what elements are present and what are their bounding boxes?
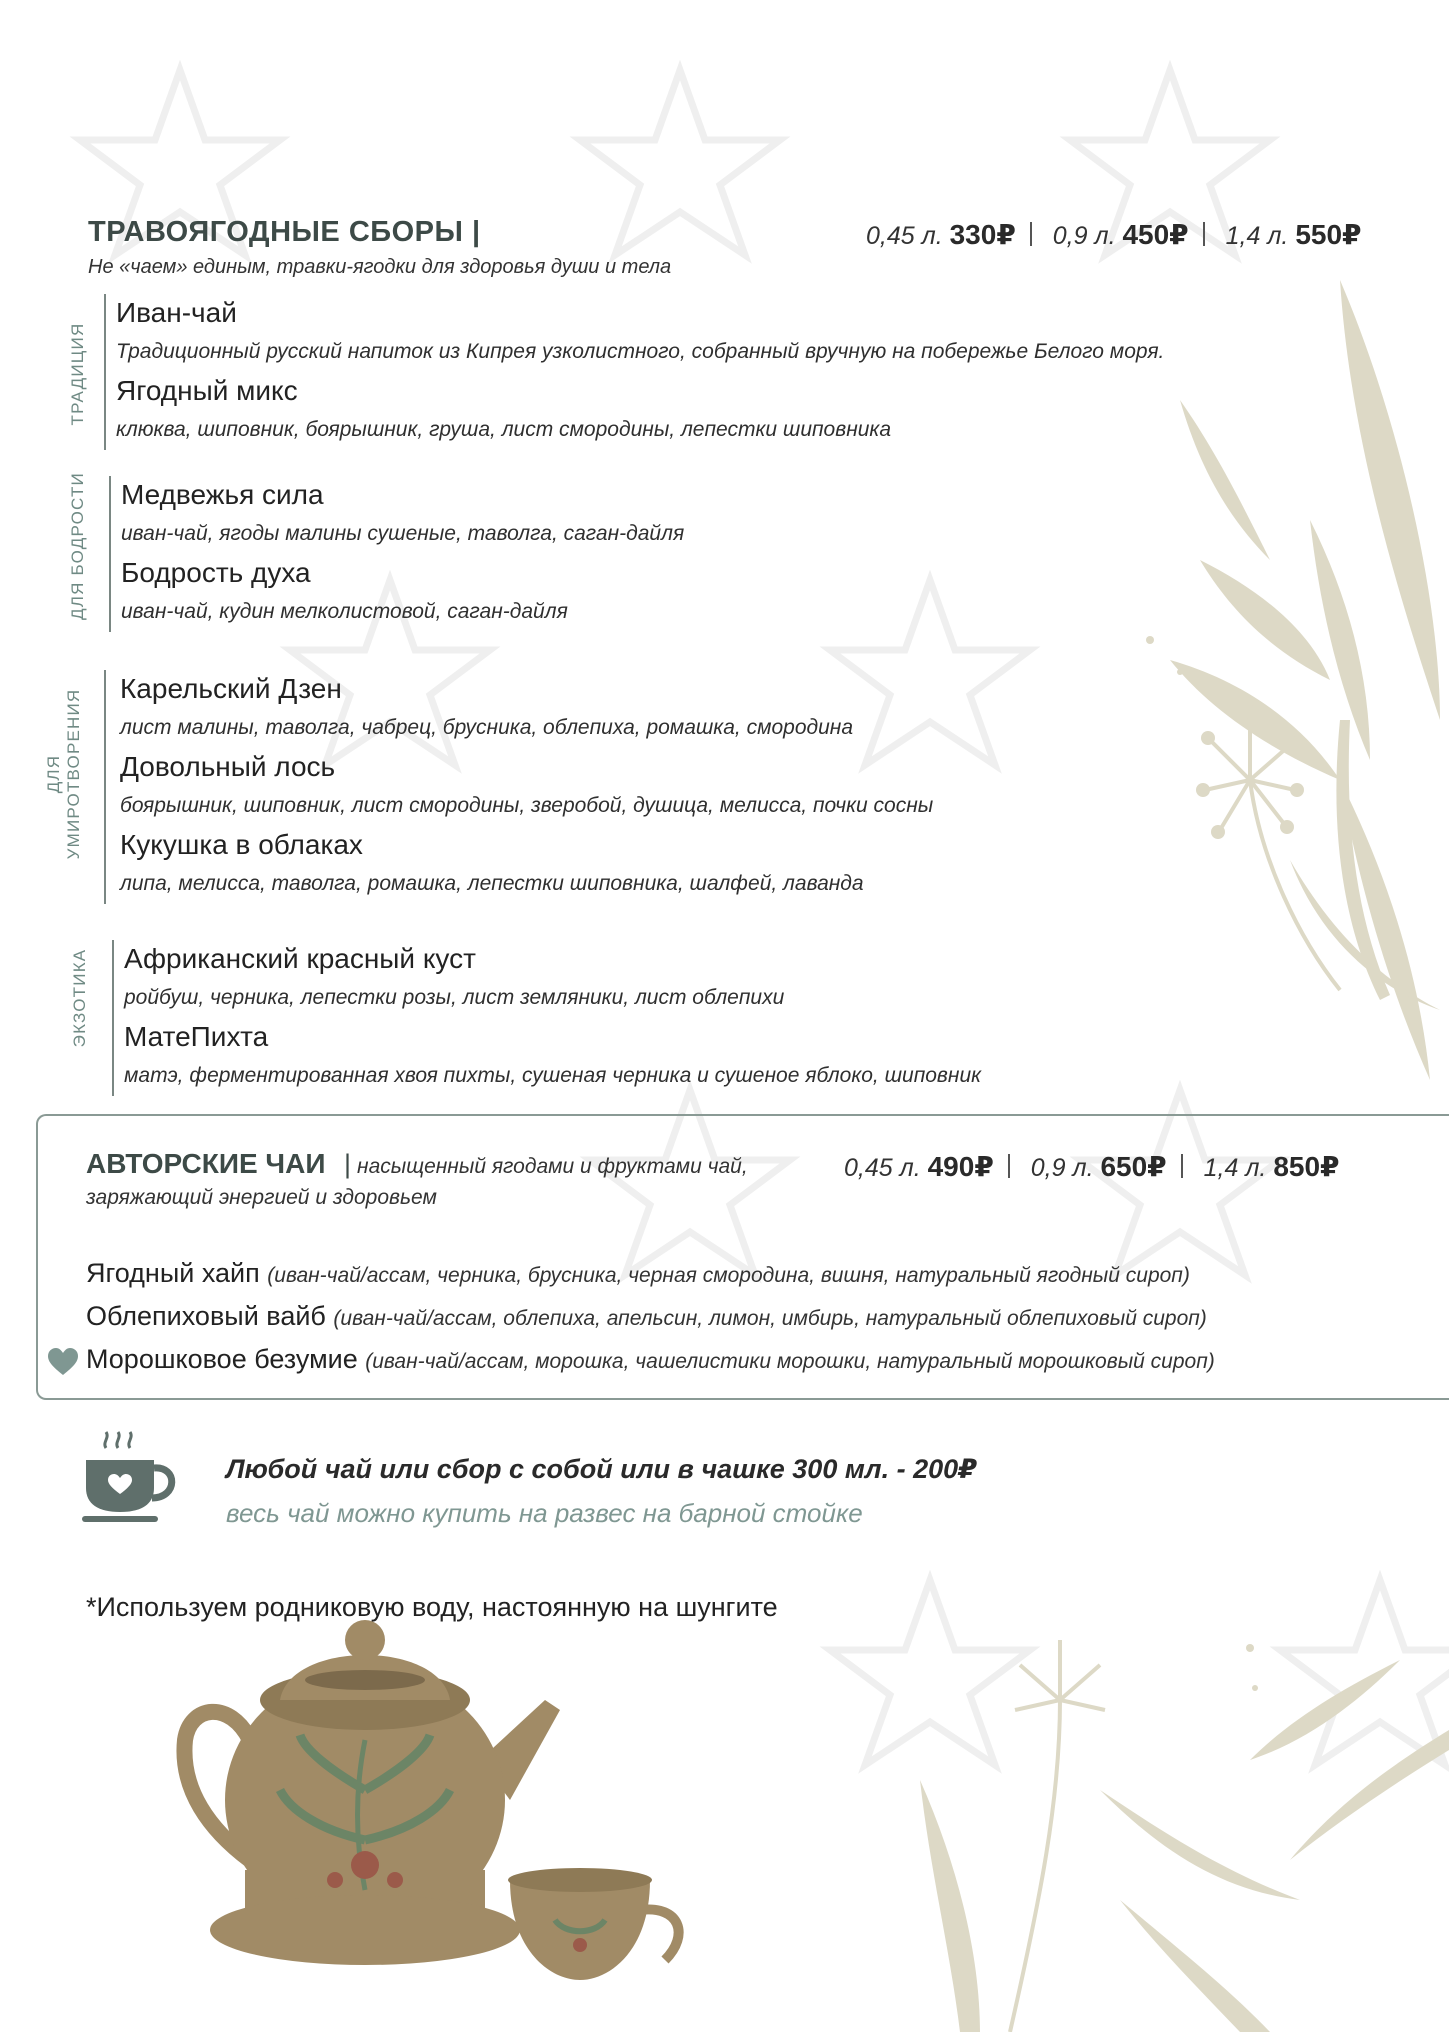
- price-value: 550₽: [1295, 219, 1362, 250]
- price-value: 650₽: [1100, 1151, 1167, 1182]
- group-calm: [104, 670, 933, 904]
- leaf-branch-top-right: [1170, 280, 1440, 1080]
- price-volume: 0,45 л.: [866, 222, 943, 250]
- menu-item-desc: лист малины, таволга, чабрец, брусника, облепиха, ромашка, смородина: [120, 716, 854, 739]
- leaf-branch-bottom-right: [920, 1660, 1449, 2032]
- flower-bottom-icon: [1010, 1640, 1105, 2032]
- group-exotic: [112, 940, 981, 1096]
- author-item-favorite: [86, 1344, 1215, 1375]
- divider: [1203, 222, 1205, 246]
- menu-item-name: Африканский красный куст: [124, 943, 476, 974]
- teapot-illustration: [184, 1620, 560, 1965]
- author-item-desc: (иван-чай/ассам, облепиха, апельсин, лимон, имбирь, натуральный облепиховый сироп): [333, 1307, 1207, 1330]
- herbal-section-subtitle: Не «чаем» единым, травки-ягодки для здоровья души и тела: [88, 256, 672, 278]
- menu-item-desc: боярышник, шиповник, лист смородины, зверобой, душица, мелисса, почки сосны: [120, 794, 934, 817]
- promo-title: Любой чай или сбор с собой или в чашке 300 мл. - 200₽: [226, 1454, 977, 1484]
- author-prices: [844, 1150, 1340, 1183]
- menu-item-name: Кукушка в облаках: [120, 829, 363, 860]
- menu-item-desc: иван-чай, ягоды малины сушеные, таволга, саган-дайля: [121, 522, 685, 545]
- menu-item-desc: иван-чай, кудин мелколистовой, саган-дайля: [121, 600, 568, 623]
- author-item-desc: (иван-чай/ассам, морошка, чашелистики морошки, натуральный морошковый сироп): [365, 1350, 1215, 1373]
- divider: [1030, 222, 1032, 246]
- price-volume: 0,9 л.: [1052, 222, 1116, 250]
- herbal-section-title: ТРАВОЯГОДНЫЕ СБОРЫ |: [88, 216, 481, 248]
- price-volume: 1,4 л.: [1225, 222, 1289, 250]
- menu-item-name: Иван-чай: [116, 297, 237, 328]
- menu-item-name: МатеПихта: [124, 1021, 269, 1052]
- author-item-name: Облепиховый вайб: [86, 1301, 326, 1331]
- price-volume: 1,4 л.: [1203, 1154, 1267, 1182]
- flower-icon: [1205, 710, 1340, 990]
- price-volume: 0,9 л.: [1030, 1154, 1094, 1182]
- price-value: 450₽: [1122, 219, 1189, 250]
- author-subtitle-line: насыщенный ягодами и фруктами чай,: [357, 1155, 748, 1178]
- menu-item-name: Карельский Дзен: [120, 673, 342, 704]
- menu-item-name: Довольный лось: [120, 751, 336, 782]
- price-volume: 0,45 л.: [844, 1154, 921, 1182]
- menu-item-name: Бодрость духа: [121, 557, 311, 588]
- teacup-heart-icon: [82, 1428, 182, 1528]
- author-section-subtitle: [344, 1148, 748, 1183]
- group-label-exotic: ЭКЗОТИКА: [70, 948, 89, 1048]
- promo-subtitle: весь чай можно купить на развес на барной стойке: [226, 1498, 863, 1528]
- menu-item-desc: Традиционный русский напиток из Кипрея узколистного, собранный вручную на побережье Белого моря.: [116, 340, 1165, 363]
- group-label-vigor: ДЛЯ БОДРОСТИ: [68, 472, 87, 620]
- group-label-line: ДЛЯ: [44, 754, 63, 794]
- price-value: 490₽: [927, 1151, 994, 1182]
- author-item: [86, 1258, 1190, 1289]
- group-label-line: УМИРОТВОРЕНИЯ: [64, 688, 83, 860]
- group-vigor: [109, 476, 684, 632]
- price-value: 850₽: [1273, 1151, 1340, 1182]
- author-item-name: Морошковое безумие: [86, 1344, 358, 1374]
- divider: [1008, 1154, 1010, 1178]
- menu-item-desc: клюква, шиповник, боярышник, груша, лист смородины, лепестки шиповника: [116, 418, 892, 441]
- author-item-name: Ягодный хайп: [86, 1258, 260, 1288]
- menu-item-desc: ройбуш, черника, лепестки розы, лист земляники, лист облепихи: [124, 986, 785, 1009]
- author-item-desc: (иван-чай/ассам, черника, брусника, черная смородина, вишня, натуральный ягодный сироп): [267, 1264, 1190, 1287]
- price-value: 330₽: [949, 219, 1016, 250]
- menu-item-name: Медвежья сила: [121, 479, 324, 510]
- author-section-subtitle-2: заряжающий энергией и здоровьем: [86, 1186, 437, 1209]
- group-label-calm: [44, 684, 84, 864]
- title-separator: |: [344, 1149, 352, 1179]
- author-item: [86, 1301, 1207, 1332]
- teacup-illustration: [508, 1868, 679, 1980]
- herbal-prices: [866, 218, 1362, 251]
- divider: [1181, 1154, 1183, 1178]
- group-label-tradition: ТРАДИЦИЯ: [68, 322, 87, 426]
- water-note: *Используем родниковую воду, настоянную на шунгите: [86, 1592, 778, 1622]
- group-tradition: [104, 294, 1164, 450]
- heart-icon: [48, 1348, 78, 1376]
- author-section-title: АВТОРСКИЕ ЧАИ: [86, 1148, 326, 1179]
- menu-item-desc: матэ, ферментированная хвоя пихты, сушеная черника и сушеное яблоко, шиповник: [124, 1064, 982, 1087]
- menu-item-desc: липа, мелисса, таволга, ромашка, лепестки шиповника, шалфей, лаванда: [120, 872, 864, 895]
- menu-item-name: Ягодный микс: [116, 375, 298, 406]
